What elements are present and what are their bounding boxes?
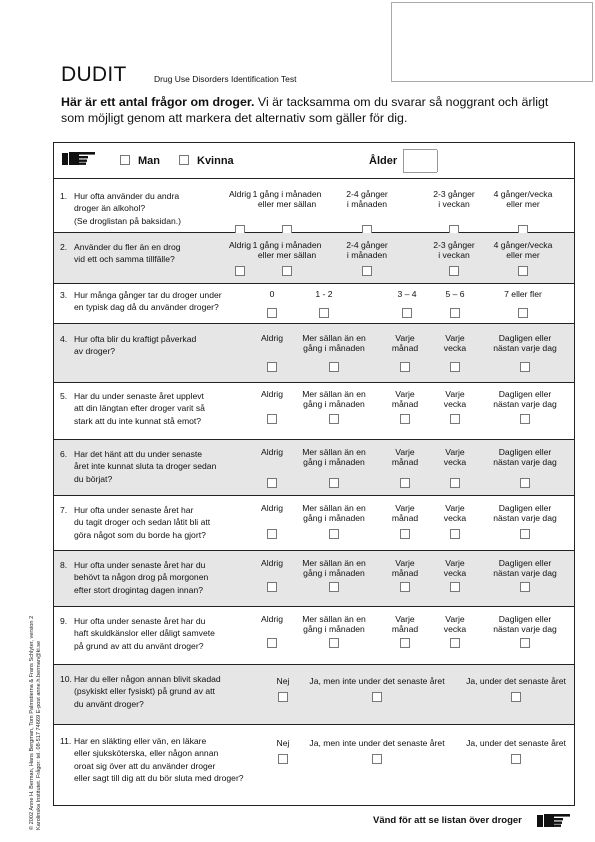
question-line: oroat sig över att du använder droger: [74, 760, 216, 771]
answer-checkbox[interactable]: [450, 638, 460, 648]
question-row-10: [54, 665, 574, 725]
intro-rest: Vi är tacksamma om du svarar så noggrant och ärligt som möjligt genom att markera det alternativ som gäller för dig.: [61, 95, 549, 125]
answer-option-text: Ja, under det senaste året: [466, 738, 566, 748]
gender-male-checkbox[interactable]: [120, 155, 130, 165]
answer-option-text: Dagligen eller: [498, 389, 552, 399]
question-number: 2.: [60, 242, 68, 252]
answer-checkbox[interactable]: [400, 582, 410, 592]
answer-option-text: vecka: [443, 399, 467, 410]
question-number: 5.: [60, 391, 68, 401]
answer-option-text: 1 - 2: [315, 289, 333, 299]
answer-option-text: månad: [391, 513, 419, 524]
answer-option-label: [294, 389, 374, 410]
answer-option-text: månad: [391, 343, 419, 354]
answer-option-text: gång i månaden: [303, 568, 365, 579]
answer-option-label: [382, 289, 432, 299]
answer-option-text: Varje: [395, 447, 415, 457]
question-text: [60, 559, 208, 596]
answer-option-label: [252, 447, 292, 457]
answer-option-text: i veckan: [438, 250, 470, 261]
answer-option-text: 2-3 gånger: [433, 240, 475, 250]
answer-option-text: Ja, men inte under det senaste året: [309, 738, 445, 748]
intro-bold: Här är ett antal frågor om droger.: [61, 95, 255, 109]
answer-option-text: Aldrig: [229, 240, 251, 250]
answer-checkbox[interactable]: [450, 582, 460, 592]
question-text: [60, 673, 221, 710]
answer-option-text: eller mer sällan: [257, 199, 317, 210]
question-text: [60, 504, 210, 541]
answer-option-label: [294, 558, 374, 579]
answer-checkbox[interactable]: [400, 362, 410, 372]
question-line: du tagit droger och sedan låtit bli att: [74, 517, 211, 528]
answer-option-text: Dagligen eller: [498, 614, 552, 624]
question-line: eller sagt till dig att du bör sluta med droger?: [74, 773, 244, 784]
question-line: vid ett och samma tillfälle?: [74, 254, 175, 265]
answer-option-text: 2-4 gånger: [346, 240, 388, 250]
answer-option-label: [268, 676, 298, 686]
answer-option-text: Mer sällan än en: [302, 614, 366, 624]
answer-option-text: nästan varje dag: [493, 399, 557, 410]
question-line: behövt ta någon drog på morgonen: [74, 572, 209, 583]
question-line: på grund av att du använt droger?: [74, 640, 204, 651]
answer-option-text: 2-3 gånger: [433, 189, 475, 199]
answer-option-label: [490, 333, 560, 354]
answer-option-text: Mer sällan än en: [302, 558, 366, 568]
question-number: 1.: [60, 191, 68, 201]
answer-checkbox[interactable]: [520, 478, 530, 488]
answer-option-label: [247, 240, 327, 261]
question-number: 11.: [60, 736, 72, 746]
answer-option-text: Varje: [445, 503, 465, 513]
answer-option-text: Aldrig: [261, 389, 283, 399]
answer-option-text: i månaden: [346, 199, 388, 210]
question-number: 6.: [60, 449, 68, 459]
form-header: [54, 143, 574, 179]
gender-male-label: Man: [138, 155, 160, 167]
questionnaire-form: [53, 142, 575, 806]
gender-female-checkbox[interactable]: [179, 155, 189, 165]
answer-option-label: [307, 738, 447, 748]
question-number: 9.: [60, 616, 68, 626]
answer-option-label: [294, 614, 374, 635]
answer-option-text: Mer sällan än en: [302, 503, 366, 513]
answer-option-text: Varje: [445, 447, 465, 457]
question-text: [60, 615, 215, 652]
answer-checkbox[interactable]: [520, 362, 530, 372]
answer-option-label: [490, 503, 560, 524]
answer-option-label: [490, 614, 560, 635]
answer-option-label: [430, 447, 480, 468]
answer-option-text: vecka: [443, 568, 467, 579]
question-line: 11. Har en släkting eller vän, en läkare: [60, 736, 207, 746]
answer-checkbox[interactable]: [449, 266, 459, 276]
answer-option-text: Mer sällan än en: [302, 333, 366, 343]
question-text: [60, 448, 216, 485]
answer-checkbox[interactable]: [372, 692, 382, 702]
answer-checkbox[interactable]: [267, 638, 277, 648]
answer-checkbox[interactable]: [319, 308, 329, 318]
question-row-11: [54, 725, 574, 807]
answer-checkbox[interactable]: [450, 414, 460, 424]
answer-option-label: [430, 333, 480, 354]
answer-option-text: Nej: [276, 676, 290, 686]
gender-female-label: Kvinna: [197, 155, 234, 167]
answer-option-label: [380, 333, 430, 354]
question-row-1: [54, 179, 574, 233]
answer-option-text: Aldrig: [261, 558, 283, 568]
answer-option-text: nästan varje dag: [493, 568, 557, 579]
pointing-hand-icon: [537, 813, 571, 827]
question-text: [60, 735, 244, 785]
question-number: 3.: [60, 290, 68, 300]
answer-option-text: Aldrig: [229, 189, 251, 199]
answer-option-text: Aldrig: [261, 503, 283, 513]
answer-option-text: Aldrig: [261, 333, 283, 343]
answer-option-text: vecka: [443, 457, 467, 468]
answer-option-text: Mer sällan än en: [302, 389, 366, 399]
answer-checkbox[interactable]: [520, 529, 530, 539]
answer-option-label: [284, 289, 364, 299]
answer-option-label: [488, 289, 558, 299]
answer-checkbox[interactable]: [450, 529, 460, 539]
answer-checkbox[interactable]: [520, 414, 530, 424]
answer-checkbox[interactable]: [329, 478, 339, 488]
answer-option-text: eller mer: [506, 250, 540, 261]
answer-checkbox[interactable]: [400, 638, 410, 648]
answer-option-text: Varje: [445, 333, 465, 343]
question-row-9: [54, 607, 574, 665]
question-line: efter stort drogintag dagen innan?: [74, 584, 203, 595]
answer-checkbox[interactable]: [518, 308, 528, 318]
question-line: 6. Har det hänt att du under senaste: [60, 449, 203, 459]
answer-checkbox[interactable]: [400, 529, 410, 539]
question-row-3: [54, 284, 574, 324]
answer-checkbox[interactable]: [267, 362, 277, 372]
answer-checkbox[interactable]: [450, 362, 460, 372]
answer-option-text: vecka: [443, 624, 467, 635]
answer-option-text: nästan varje dag: [493, 624, 557, 635]
answer-option-label: [380, 389, 430, 410]
answer-option-text: vecka: [443, 343, 467, 354]
answer-option-label: [424, 240, 484, 261]
question-line: eller sjuksköterska, eller någon annan: [74, 748, 219, 759]
question-number: 7.: [60, 505, 68, 515]
question-line: av droger?: [74, 346, 116, 357]
page-subtitle: Drug Use Disorders Identification Test: [154, 74, 297, 84]
page-title: DUDIT: [61, 63, 127, 86]
answer-option-text: gång i månaden: [303, 399, 365, 410]
question-line: 9. Hur ofta under senaste året har du: [60, 616, 206, 626]
answer-option-label: [488, 189, 558, 210]
answer-option-text: månad: [391, 399, 419, 410]
question-row-8: [54, 551, 574, 607]
answer-option-label: [430, 558, 480, 579]
answer-checkbox[interactable]: [282, 266, 292, 276]
answer-checkbox[interactable]: [267, 478, 277, 488]
answer-option-label: [337, 189, 397, 210]
answer-option-label: [430, 614, 480, 635]
question-line: haft skuldkänslor eller dåligt samvete: [74, 628, 215, 639]
answer-option-label: [252, 558, 292, 568]
answer-option-label: [307, 676, 447, 686]
answer-option-text: gång i månaden: [303, 343, 365, 354]
answer-option-label: [380, 558, 430, 579]
answer-option-label: [294, 333, 374, 354]
answer-option-text: gång i månaden: [303, 457, 365, 468]
answer-option-label: [461, 738, 571, 748]
answer-checkbox[interactable]: [372, 754, 382, 764]
answer-checkbox[interactable]: [329, 582, 339, 592]
question-line: du börjat?: [74, 473, 113, 484]
footer-text: Vänd för att se listan över droger: [373, 815, 522, 826]
answer-option-text: vecka: [443, 513, 467, 524]
answer-option-text: Ja, men inte under det senaste året: [309, 676, 445, 686]
question-line: göra något som du borde ha gjort?: [74, 529, 206, 540]
question-line: 7. Hur ofta under senaste året har: [60, 505, 194, 515]
answer-option-text: Varje: [445, 389, 465, 399]
answer-option-text: Dagligen eller: [498, 333, 552, 343]
answer-checkbox[interactable]: [329, 414, 339, 424]
age-label: Ålder: [369, 155, 398, 167]
question-line: 4. Hur ofta blir du kraftigt påverkad: [60, 334, 197, 344]
age-input[interactable]: [403, 149, 437, 173]
question-line: en typisk dag då du använder droger?: [74, 302, 219, 313]
answer-option-text: Nej: [276, 738, 290, 748]
answer-checkbox[interactable]: [400, 478, 410, 488]
question-line: 1. Hur ofta använder du andra: [60, 191, 180, 201]
question-number: 10.: [60, 674, 72, 684]
answer-checkbox[interactable]: [511, 754, 521, 764]
answer-option-text: Varje: [445, 614, 465, 624]
answer-checkbox[interactable]: [329, 362, 339, 372]
question-text: [60, 190, 181, 227]
answer-checkbox[interactable]: [235, 266, 245, 276]
answer-option-text: eller mer: [506, 199, 540, 210]
question-row-6: [54, 440, 574, 496]
question-line: du använt droger?: [74, 698, 144, 709]
answer-checkbox[interactable]: [267, 582, 277, 592]
answer-checkbox[interactable]: [278, 692, 288, 702]
answer-checkbox[interactable]: [267, 414, 277, 424]
answer-option-text: Dagligen eller: [498, 503, 552, 513]
answer-checkbox[interactable]: [267, 529, 277, 539]
answer-option-label: [490, 389, 560, 410]
answer-option-label: [337, 240, 397, 261]
question-row-7: [54, 496, 574, 551]
copyright-line-1: © 2002 Anne H. Berman, Hans Bergman, Tom Palmstierna & Frans Schlyter, version 2: [29, 615, 35, 830]
answer-option-text: Mer sällan än en: [302, 447, 366, 457]
answer-option-text: Ja, under det senaste året: [466, 676, 566, 686]
answer-option-text: gång i månaden: [303, 624, 365, 635]
answer-option-text: i veckan: [438, 199, 470, 210]
answer-checkbox[interactable]: [267, 308, 277, 318]
answer-option-label: [490, 558, 560, 579]
question-text: [60, 289, 222, 314]
intro-text: [61, 94, 561, 126]
answer-option-text: Varje: [395, 614, 415, 624]
corner-box: [391, 2, 593, 82]
answer-checkbox[interactable]: [520, 638, 530, 648]
question-number: 4.: [60, 334, 68, 344]
answer-option-label: [490, 447, 560, 468]
question-row-5: [54, 383, 574, 440]
answer-option-text: 4 gånger/vecka: [493, 240, 553, 250]
copyright-line-2: Karolinska Institutet. Frågor: tel. 08-517 74669 E-post anne.h.berman@ki.se: [36, 640, 42, 830]
answer-option-label: [380, 614, 430, 635]
answer-option-label: [252, 503, 292, 513]
answer-option-label: [380, 503, 430, 524]
answer-option-label: [247, 189, 327, 210]
answer-option-text: 4 gånger/vecka: [493, 189, 553, 199]
answer-checkbox[interactable]: [278, 754, 288, 764]
answer-option-text: 0: [269, 289, 275, 299]
answer-option-text: månad: [391, 568, 419, 579]
question-line: 3. Hur många gånger tar du droger under: [60, 290, 222, 300]
answer-checkbox[interactable]: [520, 582, 530, 592]
answer-checkbox[interactable]: [329, 638, 339, 648]
answer-option-label: [430, 289, 480, 299]
answer-option-label: [488, 240, 558, 261]
answer-option-text: eller mer sällan: [257, 250, 317, 261]
answer-checkbox[interactable]: [518, 266, 528, 276]
question-text: [60, 333, 196, 358]
answer-option-text: Varje: [395, 503, 415, 513]
answer-option-label: [252, 333, 292, 343]
answer-option-label: [294, 447, 374, 468]
answer-option-text: gång i månaden: [303, 513, 365, 524]
answer-option-text: 7 eller fler: [504, 289, 542, 299]
answer-option-text: Aldrig: [261, 614, 283, 624]
answer-option-label: [430, 389, 480, 410]
answer-option-label: [424, 189, 484, 210]
answer-option-text: 3 – 4: [397, 289, 417, 299]
answer-option-label: [430, 503, 480, 524]
answer-checkbox[interactable]: [402, 308, 412, 318]
question-line: droger än alkohol?: [74, 203, 146, 214]
question-line: 8. Hur ofta under senaste året har du: [60, 560, 206, 570]
answer-checkbox[interactable]: [329, 529, 339, 539]
answer-checkbox[interactable]: [450, 308, 460, 318]
answer-option-text: nästan varje dag: [493, 343, 557, 354]
answer-option-text: Varje: [395, 558, 415, 568]
question-line: året inte kunnat sluta ta droger sedan: [74, 461, 217, 472]
question-line: att din längtan efter droger varit så: [74, 403, 205, 414]
answer-checkbox[interactable]: [362, 266, 372, 276]
question-row-2: [54, 233, 574, 284]
answer-option-text: 1 gång i månaden: [252, 189, 322, 199]
question-line: stark att du inte kunnat stå emot?: [74, 415, 202, 426]
answer-checkbox[interactable]: [450, 478, 460, 488]
answer-option-text: Varje: [395, 389, 415, 399]
question-line: 5. Har du under senaste året upplevt: [60, 391, 204, 401]
answer-checkbox[interactable]: [511, 692, 521, 702]
answer-option-text: Varje: [445, 558, 465, 568]
answer-option-label: [461, 676, 571, 686]
answer-option-text: månad: [391, 457, 419, 468]
answer-option-text: Varje: [395, 333, 415, 343]
pointing-hand-icon: [62, 151, 96, 165]
answer-option-text: Dagligen eller: [498, 558, 552, 568]
question-line: 10. Har du eller någon annan blivit skadad: [60, 674, 221, 684]
answer-option-label: [380, 447, 430, 468]
copyright-sidebar: [29, 530, 43, 830]
answer-option-text: nästan varje dag: [493, 513, 557, 524]
answer-option-label: [268, 738, 298, 748]
answer-checkbox[interactable]: [400, 414, 410, 424]
question-text: [60, 390, 205, 427]
answer-option-text: Aldrig: [261, 447, 283, 457]
question-line: (psykiskt eller fysiskt) på grund av att: [74, 686, 215, 697]
answer-option-text: 2-4 gånger: [346, 189, 388, 199]
question-text: [60, 241, 181, 266]
question-number: 8.: [60, 560, 68, 570]
answer-option-text: 1 gång i månaden: [252, 240, 322, 250]
question-row-4: [54, 324, 574, 383]
answer-option-text: 5 – 6: [445, 289, 465, 299]
answer-option-text: Dagligen eller: [498, 447, 552, 457]
answer-option-text: nästan varje dag: [493, 457, 557, 468]
answer-option-text: i månaden: [346, 250, 388, 261]
answer-option-label: [252, 389, 292, 399]
answer-option-label: [294, 503, 374, 524]
question-line: (Se droglistan på baksidan.): [74, 215, 182, 226]
answer-option-text: månad: [391, 624, 419, 635]
answer-option-label: [252, 614, 292, 624]
question-line: 2. Använder du fler än en drog: [60, 242, 181, 252]
